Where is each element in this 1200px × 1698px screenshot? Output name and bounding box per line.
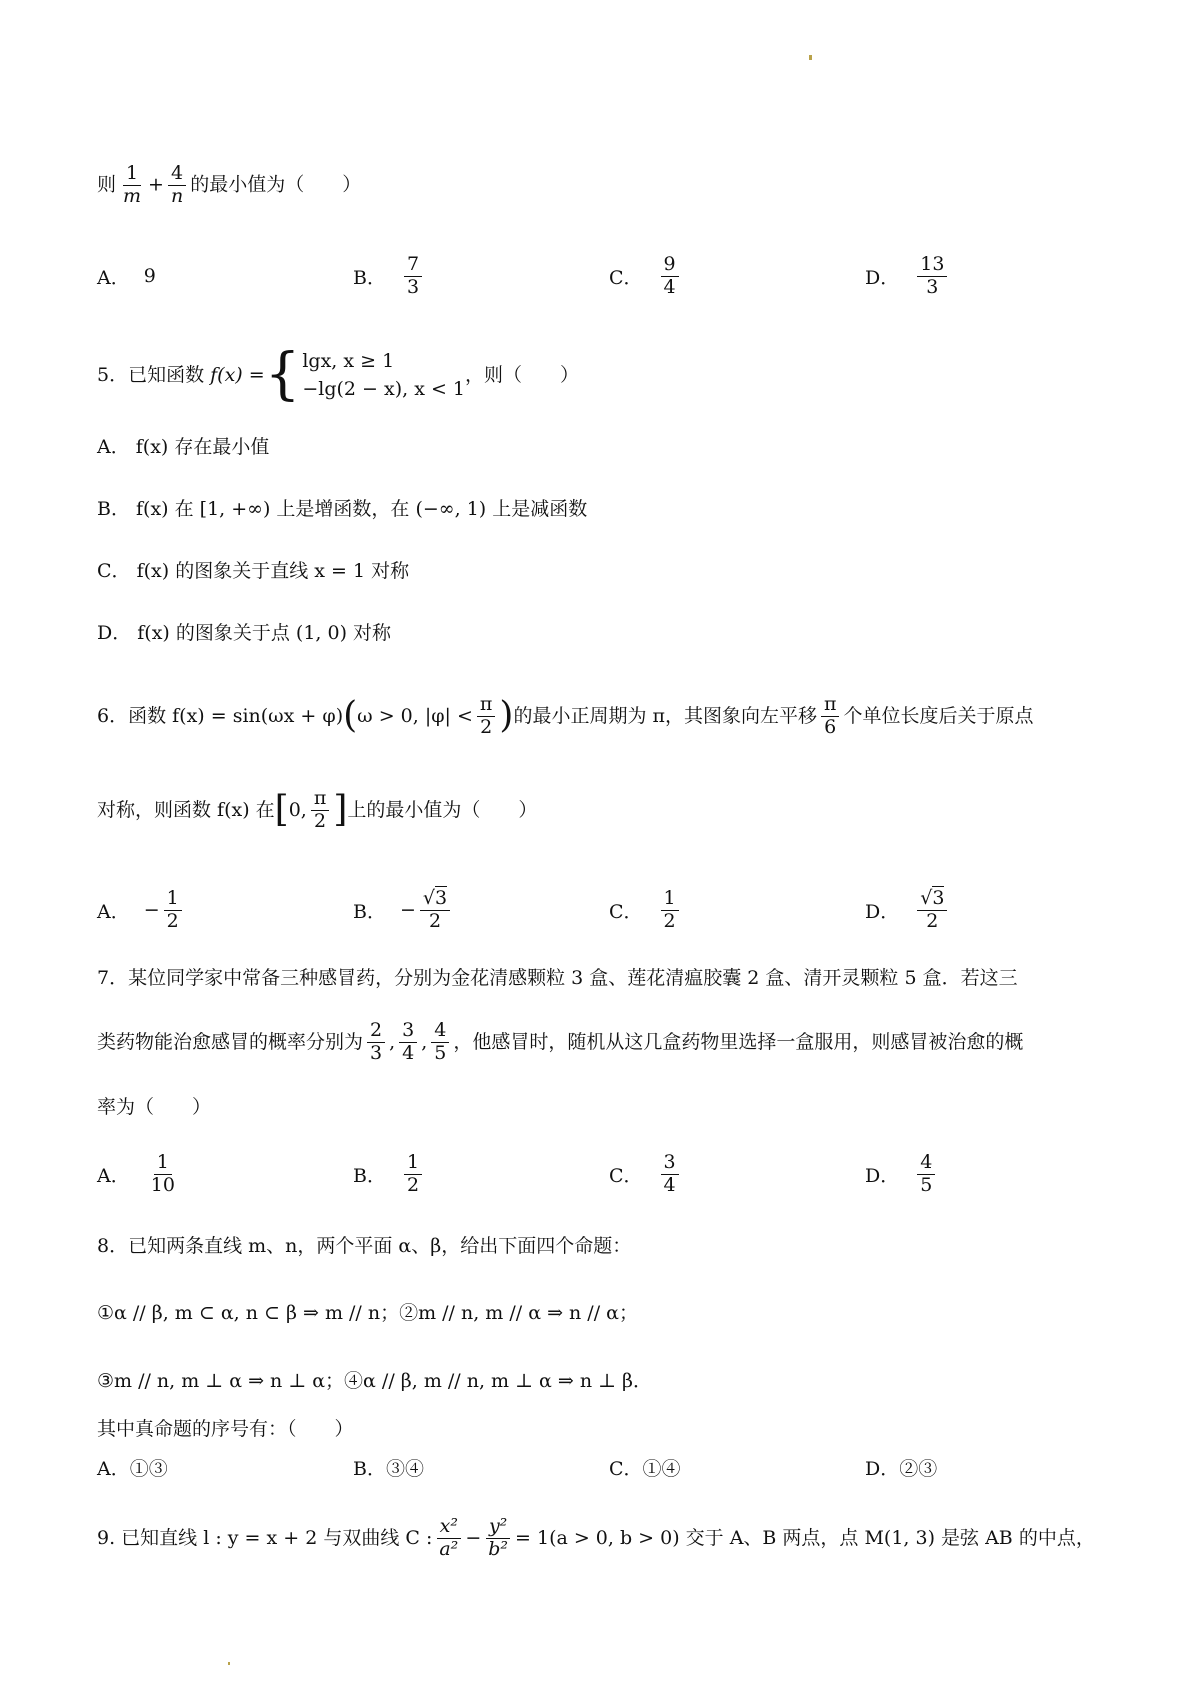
q9-stem: 9. 已知直线 l : y = x + 2 与双曲线 C : $\frac{\text{x²}}{\text{a²}}$ − $\frac{\text{y²}}{\text{b²}}$ = 1(a > 0, b > 0) 交于 A、B 两点，点 M(1, 3) 是弦 AB 的中点， xyxy=(97,1514,1095,1560)
q8-propositions-1-2: ①α // β, m ⊂ α, n ⊂ β ⇒ m // n；②m // n, m // α ⇒ n // α； xyxy=(97,1302,638,1324)
q4-option-b: B． $\frac{7}{3}$ xyxy=(353,246,426,306)
q4-fraction-2: $\frac{4}{n}$ xyxy=(168,163,186,208)
q5-option-c: C． f(x) 的图象关于直线 x = 1 对称 xyxy=(97,560,410,582)
q4-prefix: 则 xyxy=(97,173,117,196)
q8-option-c: C．①④ xyxy=(609,1457,681,1480)
q8-question: 其中真命题的序号有：（ ） xyxy=(97,1418,354,1440)
q6-option-d: D． √ $\frac{3}{2}$ xyxy=(865,880,951,940)
q6-option-c: C． $\frac{1}{2}$ xyxy=(609,880,683,940)
q4-stem-tail: 则 $\frac{1}{m}$ + $\frac{4}{n}$ 的最小值为（ ） xyxy=(97,162,362,207)
scan-speck-bottom xyxy=(228,1662,230,1665)
q8-stem: 8．已知两条直线 m、n，两个平面 α、β，给出下面四个命题： xyxy=(97,1235,632,1257)
q8-option-d: D．②③ xyxy=(865,1457,938,1480)
q8-options xyxy=(97,1452,1117,1482)
q4-option-a: A． 9 xyxy=(97,265,156,289)
q7-stem-line3: 率为（ ） xyxy=(97,1096,212,1118)
q8-option-a: A．①③ xyxy=(97,1457,168,1480)
scan-speck-top xyxy=(809,55,812,60)
q4-suffix: 的最小值为（ ） xyxy=(190,173,362,196)
q7-stem-line2: 类药物能治愈感冒的概率分别为 $\frac{2}{3}$ , $\frac{3}{4}$ , $\frac{4}{5}$ ，他感冒时，随机从这几盒药物里选择一盒服用，则感冒被治愈的概 xyxy=(97,1018,1024,1064)
q7-option-a: A． $\frac{1}{10}$ xyxy=(97,1150,175,1196)
q6-option-b: B． − √ $\frac{3}{2}$ xyxy=(353,880,454,940)
q6-options xyxy=(97,880,1117,940)
q7-option-b: B． $\frac{1}{2}$ xyxy=(353,1144,426,1204)
q5-stem: 5．已知函数 f(x) = { lgx, x ≥ 1 −lg(2 − x), x < 1 ，则（ ） xyxy=(97,342,580,407)
q8-option-b: B．③④ xyxy=(353,1457,424,1480)
piecewise-brace: { lgx, x ≥ 1 −lg(2 − x), x < 1 xyxy=(264,342,465,407)
q6-stem-line1: 6．函数 f(x) = sin(ωx + φ) ( ω > 0, |φ| < $\frac{\pi}{2}$ ) 的最小正周期为 π，其图象向左平移 $\frac{\pi}{6}$ 个单位长度后关于原点 xyxy=(97,692,1034,738)
q7-stem-line1: 7．某位同学家中常备三种感冒药，分别为金花清感颗粒 3 盒、莲花清瘟胶囊 2 盒、清开灵颗粒 5 盒．若这三 xyxy=(97,967,1018,989)
q5-option-b: B． f(x) 在 [1, +∞) 上是增函数，在 (−∞, 1) 上是减函数 xyxy=(97,498,588,520)
q4-option-c: C． $\frac{9}{4}$ xyxy=(609,246,683,306)
q5-option-d: D． f(x) 的图象关于点 (1, 0) 对称 xyxy=(97,622,392,644)
q4-fraction-1: $\frac{1}{m}$ xyxy=(123,162,142,207)
q8-propositions-3-4: ③m // n, m ⊥ α ⇒ n ⊥ α；④α // β, m // n, m ⊥ α ⇒ n ⊥ β． xyxy=(97,1370,653,1392)
q7-option-d: D． $\frac{4}{5}$ xyxy=(865,1144,939,1204)
q5-option-a: A． f(x) 存在最小值 xyxy=(97,436,270,458)
q6-stem-line2: 对称，则函数 f(x) 在 [ 0, $\frac{\pi}{2}$ ] 上的最小值为（ ） xyxy=(97,786,538,832)
q4-options xyxy=(97,246,1117,306)
q4-option-d: D． $\frac{13}{3}$ xyxy=(865,246,951,306)
q6-option-a: A． − $\frac{1}{2}$ xyxy=(97,880,186,940)
q7-options xyxy=(97,1144,1117,1204)
q7-option-c: C． $\frac{3}{4}$ xyxy=(609,1144,683,1204)
